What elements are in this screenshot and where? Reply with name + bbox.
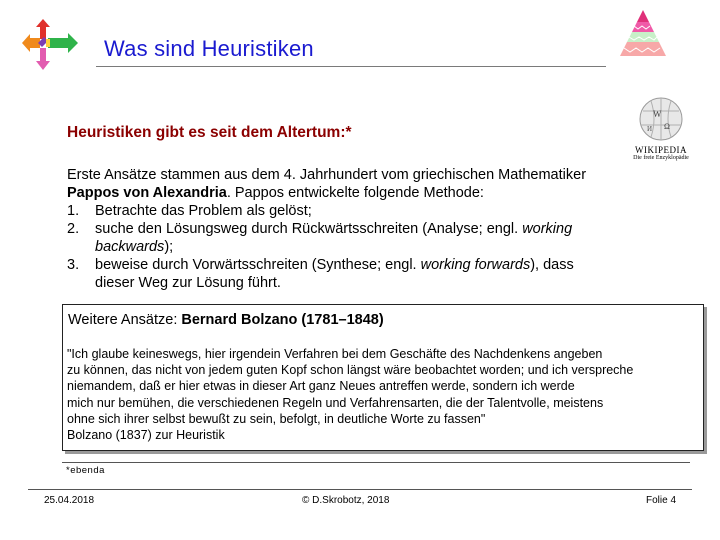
quote-text xyxy=(67,346,701,443)
step-number: 2. xyxy=(67,221,80,237)
footer-date: 25.04.2018 xyxy=(44,495,95,506)
step-number: 3. xyxy=(67,257,80,273)
footer-divider xyxy=(28,489,692,490)
step-text: Betrachte das Problem als gelöst; xyxy=(95,203,312,219)
svg-text:Ω: Ω xyxy=(664,122,670,131)
quote-line: "Ich glaube keineswegs, hier irgendein Verfahren bei dem Geschäfte des Nachdenkens angeben xyxy=(67,347,603,361)
step-2 xyxy=(67,220,572,238)
intro-line-1: Erste Ansätze stammen aus dem 4. Jahrhundert vom griechischen Mathematiker xyxy=(67,167,587,183)
bolzano-quote-box xyxy=(62,304,704,451)
intro-bold-name: Pappos von Alexandria xyxy=(67,185,227,201)
footnote-divider xyxy=(62,462,690,463)
wikipedia-wordmark: WIKIPEDIA xyxy=(635,145,687,155)
step-number: 1. xyxy=(67,203,80,219)
page-title: Was sind Heuristiken xyxy=(104,36,314,61)
footnote: *ebenda xyxy=(66,465,105,476)
step-2-cont xyxy=(95,238,173,256)
box-lead-name: Bernard Bolzano (1781–1848) xyxy=(181,312,384,328)
step-text: ); xyxy=(164,239,174,255)
step-3 xyxy=(67,256,574,274)
intro-line-2 xyxy=(67,184,484,202)
wikipedia-tagline: Die freie Enzyklopädie xyxy=(633,155,689,161)
quote-line: ohne sich ihrer selbst bewußt zu sein, befolgt, in deutliche Worte zu fassen" xyxy=(67,411,486,426)
step-1 xyxy=(67,202,312,220)
cross-arrows-logo-icon xyxy=(22,17,88,73)
footer-slide-number: Folie 4 xyxy=(646,495,677,506)
step-italic: backwards xyxy=(95,239,165,255)
step-text: ), dass xyxy=(530,257,574,273)
step-3-cont: dieser Weg zur Lösung führt. xyxy=(95,275,281,291)
quote-line: zu können, das nicht von jedem guten Kopf schon längst wäre beobachtet worden; und ich verspreche xyxy=(67,363,634,378)
wikipedia-logo xyxy=(623,95,699,165)
wikipedia-globe-icon xyxy=(639,95,683,143)
step-text: suche den Lösungsweg durch Rückwärtsschreiten (Analyse; engl. xyxy=(95,221,523,237)
step-italic: working xyxy=(522,221,573,237)
step-italic: working forwards xyxy=(420,257,531,273)
section-heading: Heuristiken gibt es seit dem Altertum:* xyxy=(67,124,352,141)
title-divider xyxy=(96,66,606,67)
box-lead xyxy=(68,312,384,328)
svg-text:И: И xyxy=(647,125,653,133)
step-text: beweise durch Vorwärtsschreiten (Synthese; engl. xyxy=(95,257,421,273)
box-lead-text: Weitere Ansätze: xyxy=(68,312,182,328)
quote-line: niemandem, daß er hier etwas in dieser Art ganz Neues antreffen werde, sondern ich werde xyxy=(67,379,575,394)
color-pyramid-icon xyxy=(620,10,666,58)
svg-text:W: W xyxy=(653,109,662,119)
footer-copyright: © D.Skrobotz, 2018 xyxy=(302,495,390,506)
quote-line: mich nur bemühen, die verschiedenen Regeln und Verfahrensarten, die der Talentvolle, meistens xyxy=(67,395,604,410)
quote-line: Bolzano (1837) zur Heuristik xyxy=(67,428,225,443)
intro-rest: . Pappos entwickelte folgende Methode: xyxy=(226,185,484,201)
